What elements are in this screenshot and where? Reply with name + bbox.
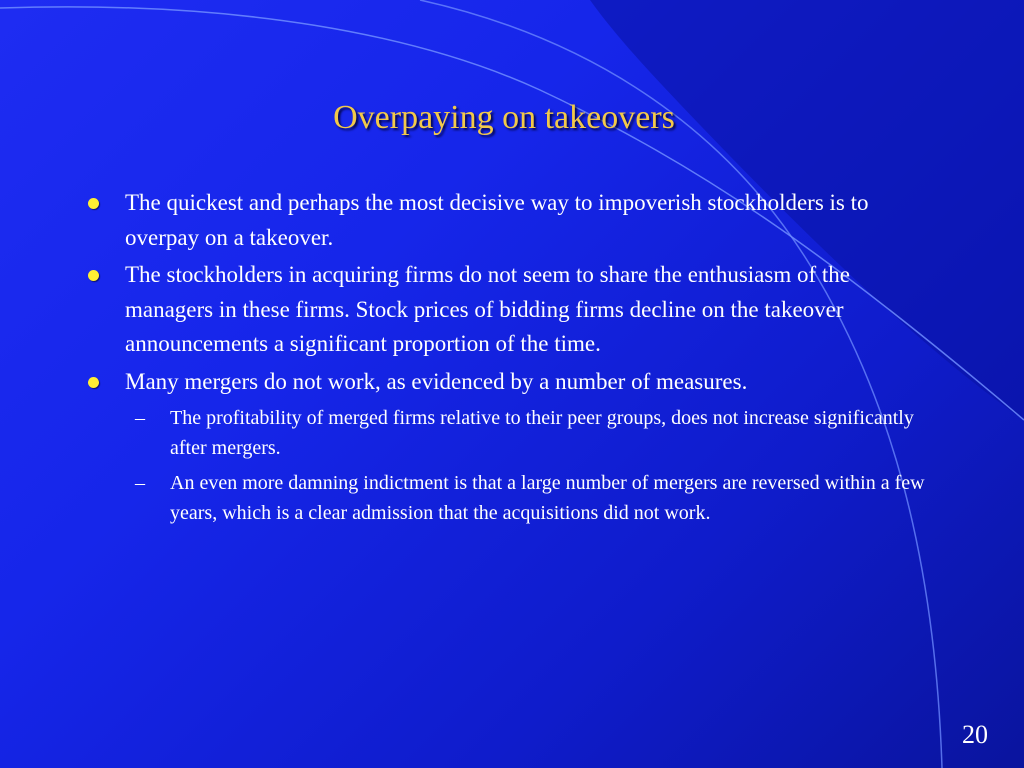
bullet-text: The quickest and perhaps the most decisive way to impoverish stockholders is to overpay on a takeover. (125, 190, 869, 250)
dash-marker: – (135, 472, 145, 494)
slide-title: Overpaying on takeovers (333, 99, 675, 136)
bullet-item (84, 186, 930, 255)
sub-bullet-text: An even more damning indictment is that a large number of mergers are reversed within a few years, which is a clear admission that the acquisitions did not work. (170, 472, 925, 524)
sub-bullet-item (125, 404, 930, 463)
sub-bullet-item (125, 469, 930, 528)
bullet-dot-icon (88, 377, 99, 388)
dash-marker: – (135, 407, 145, 429)
bullet-item (84, 365, 930, 529)
bullet-text: The stockholders in acquiring firms do not seem to share the enthusiasm of the managers in these firms. Stock prices of bidding firms decline on the takeover announcements a significant proportion of the time. (125, 262, 850, 356)
bullet-dot-icon (88, 198, 99, 209)
sub-bullet-list (125, 404, 930, 528)
bullet-item (84, 258, 930, 362)
bullet-text: Many mergers do not work, as evidenced by a number of measures. (125, 368, 748, 394)
page-number: 20 (962, 720, 988, 749)
bullet-list (84, 186, 930, 534)
sub-bullet-text: The profitability of merged firms relative to their peer groups, does not increase significantly after mergers. (170, 407, 914, 459)
bullet-dot-icon (88, 270, 99, 281)
